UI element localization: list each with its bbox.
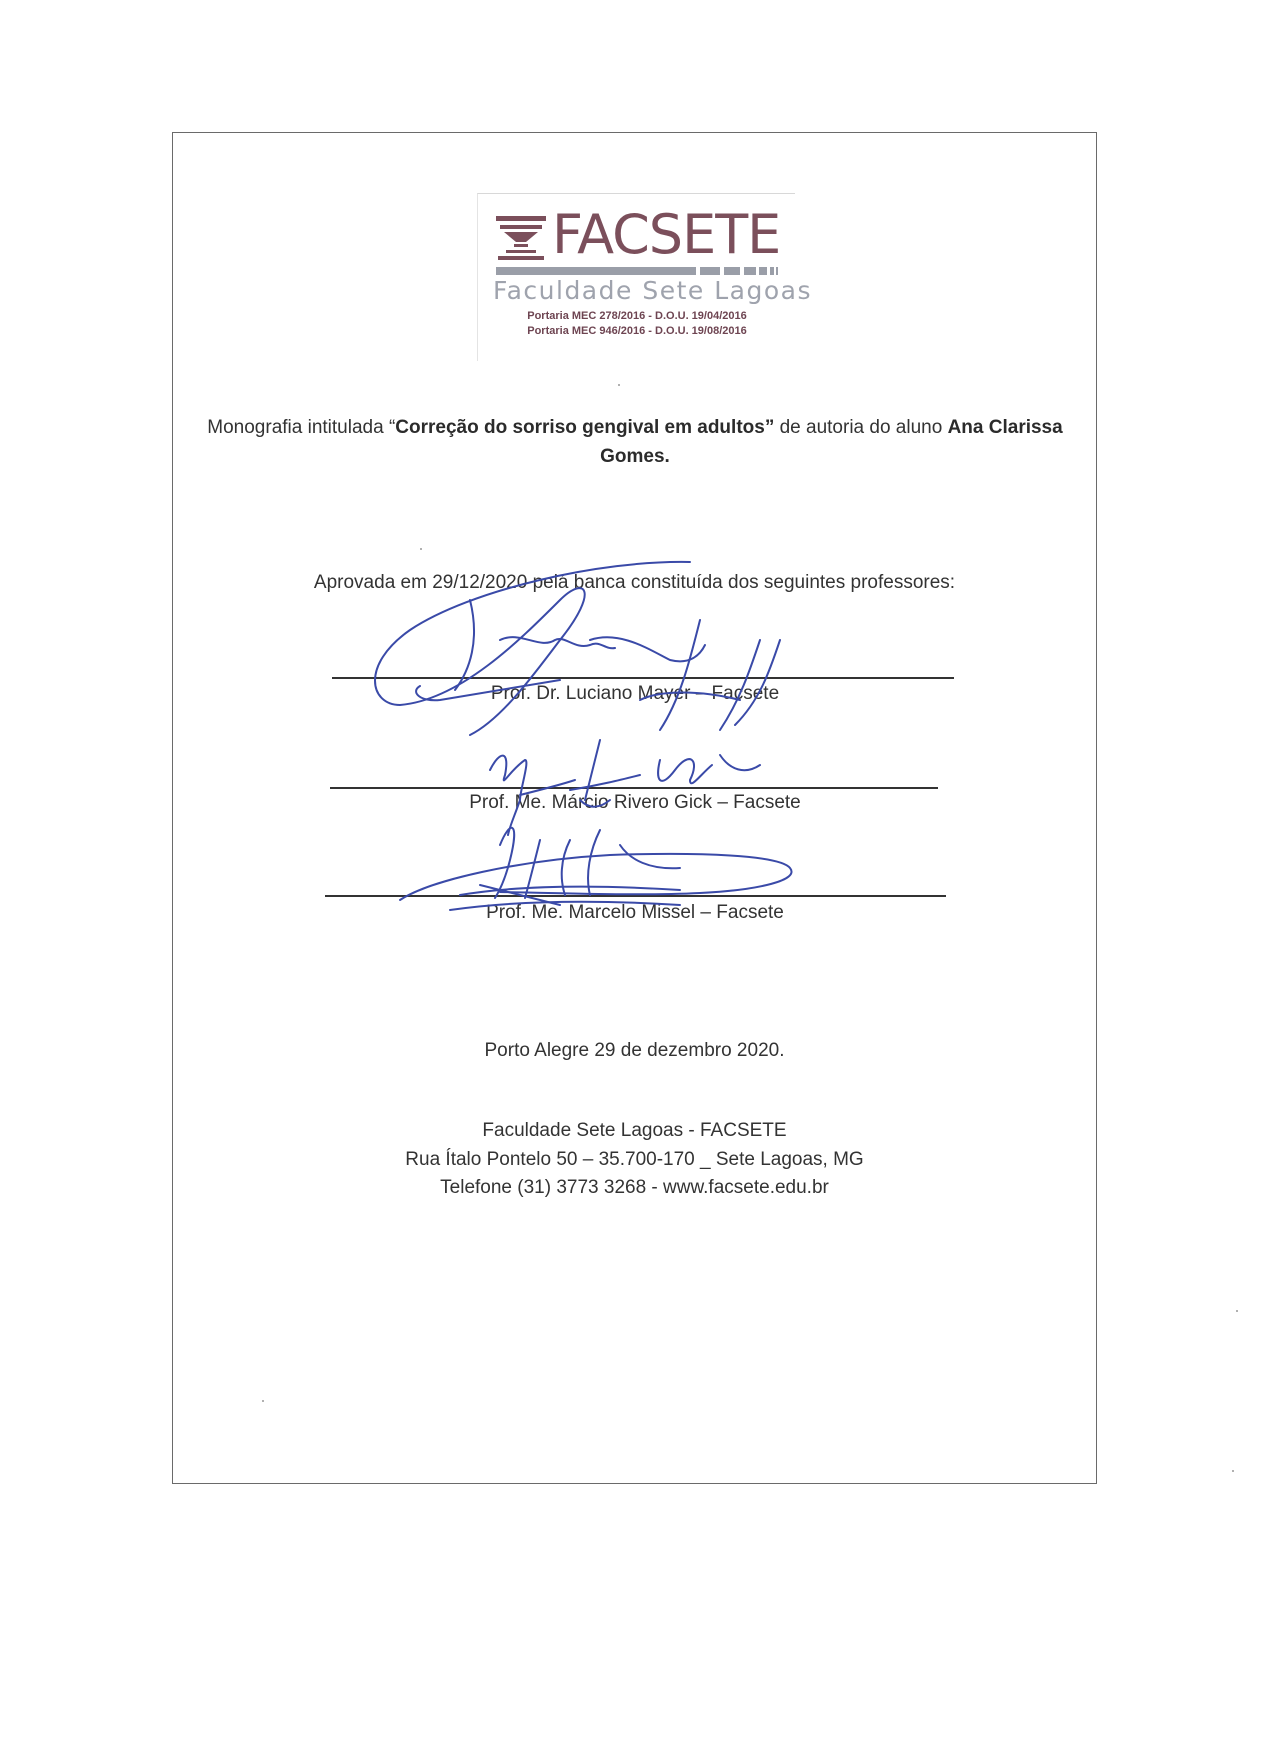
intro-middle: de autoria do aluno xyxy=(774,417,948,438)
scan-speck xyxy=(618,384,620,386)
footer-address: Rua Ítalo Pontelo 50 – 35.700-170 _ Sete Lagoas, MG xyxy=(405,1149,864,1170)
signature-line-2 xyxy=(330,787,938,789)
professor-name-1: Prof. Dr. Luciano Mayer – Facsete xyxy=(490,683,780,704)
place-and-date: Porto Alegre 29 de dezembro 2020. xyxy=(484,1040,785,1061)
scan-speck xyxy=(1236,1310,1238,1312)
footer-institution: Faculdade Sete Lagoas - FACSETE xyxy=(482,1120,787,1141)
approval-statement: Aprovada em 29/12/2020 pelá banca constituída dos seguintes professores: xyxy=(313,572,956,593)
portaria-line-2: Portaria MEC 946/2016 - D.O.U. 19/08/2016 xyxy=(527,325,747,337)
footer-contact: Telefone (31) 3773 3268 - www.facsete.edu.br xyxy=(440,1177,829,1198)
facsete-logo xyxy=(477,193,812,361)
portaria-line-1: Portaria MEC 278/2016 - D.O.U. 19/04/2016 xyxy=(527,310,747,322)
logo-subtitle: Faculdade Sete Lagoas xyxy=(493,276,812,305)
monograph-statement xyxy=(190,413,1080,471)
author-name: Ana Clarissa Gomes. xyxy=(600,417,1063,467)
signature-line-3 xyxy=(325,895,946,897)
logo-title: FACSETE xyxy=(552,203,781,266)
intro-prefix: Monografia intitulada “ xyxy=(207,417,396,438)
monograph-title: Correção do sorriso gengival em adultos” xyxy=(395,417,775,438)
logo-underline-bar xyxy=(496,267,778,275)
scan-speck xyxy=(262,1400,264,1402)
facsete-emblem-icon xyxy=(496,216,546,260)
professor-name-2: Prof. Me. Márcio Rivero Gick – Facsete xyxy=(469,792,801,813)
scan-speck xyxy=(1232,1470,1234,1472)
signature-line-1 xyxy=(332,677,954,679)
professor-name-3: Prof. Me. Marcelo Missel – Facsete xyxy=(486,902,784,923)
scan-speck xyxy=(420,548,422,550)
